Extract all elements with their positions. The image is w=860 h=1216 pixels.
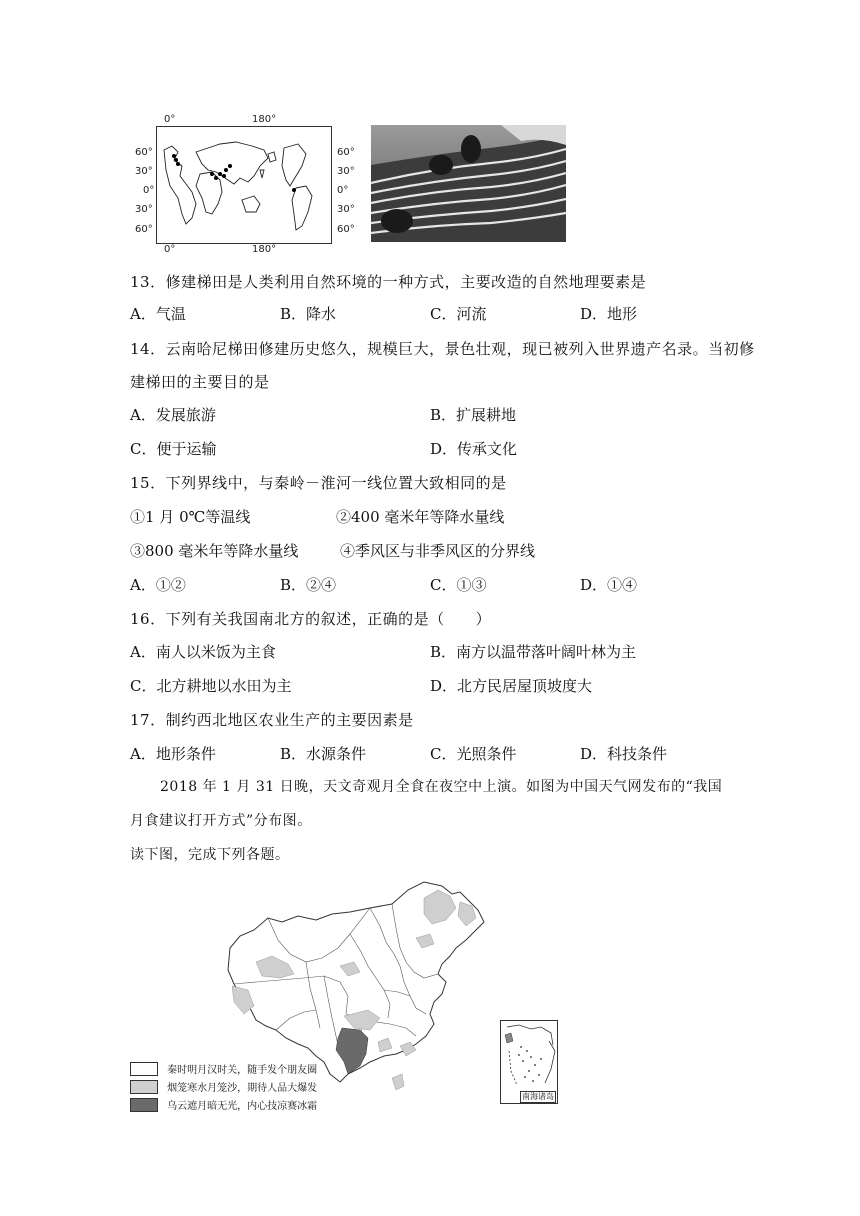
question-15-option-a[interactable]: A．①② [130, 576, 186, 594]
left-label-60n: 60° [135, 147, 153, 158]
china-map-legend [130, 1058, 370, 1110]
legend-swatch-light [130, 1080, 158, 1094]
bottom-label-0: 0° [164, 244, 176, 255]
question-15-stem: 15．下列界线中，与秦岭－淮河一线位置大致相同的是 [130, 474, 507, 492]
question-16-stem: 16．下列有关我国南北方的叙述，正确的是（ ） [130, 610, 492, 628]
question-17-option-c[interactable]: C．光照条件 [430, 745, 517, 763]
south-china-sea-inset [500, 1020, 558, 1104]
question-13-option-a[interactable]: A．气温 [130, 305, 186, 323]
left-label-0: 0° [143, 185, 155, 196]
inset-graphic [501, 1021, 557, 1091]
question-13-option-c[interactable]: C．河流 [430, 305, 487, 323]
world-map-figure [132, 110, 364, 260]
legend-label-2: 烟笼寒水月笼沙，期待人品大爆发 [167, 1083, 318, 1094]
question-13-option-b[interactable]: B．降水 [280, 305, 337, 323]
right-label-60n: 60° [337, 147, 355, 158]
left-label-30n: 30° [135, 166, 153, 177]
question-15-option-d[interactable]: D．①④ [580, 576, 638, 594]
legend-item-3 [130, 1094, 318, 1112]
legend-item-2 [130, 1076, 318, 1094]
question-16-option-b[interactable]: B．南方以温带落叶阔叶林为主 [430, 643, 637, 661]
question-14-stem: 14．云南哈尼梯田修建历史悠久，规模巨大，景色壮观，现已被列入世界遗产名录。当初修 [130, 340, 755, 358]
question-17-stem: 17．制约西北地区农业生产的主要因素是 [130, 711, 414, 729]
question-14-option-c[interactable]: C．便于运输 [130, 440, 217, 458]
question-17-option-b[interactable]: B．水源条件 [280, 745, 367, 763]
right-label-30n: 30° [337, 166, 355, 177]
question-13-option-d[interactable]: D．地形 [580, 305, 638, 323]
question-16-option-d[interactable]: D．北方民居屋顶坡度大 [430, 677, 593, 695]
inset-label: 南海诸岛 [522, 1092, 554, 1101]
passage-line-1: 2018 年 1 月 31 日晚，天文奇观月全食在夜空中上演。如图为中国天气网发布的“我国 [160, 779, 723, 795]
question-14-option-a[interactable]: A．发展旅游 [130, 406, 216, 424]
legend-item-1 [130, 1058, 318, 1076]
question-17-option-a[interactable]: A．地形条件 [130, 745, 216, 763]
legend-label-3: 乌云遮月暗无光，内心技凉赛冰霜 [167, 1101, 318, 1112]
question-14-option-d[interactable]: D．传承文化 [430, 440, 518, 458]
terrace-photo [371, 125, 566, 242]
question-16-option-c[interactable]: C．北方耕地以水田为主 [130, 677, 292, 695]
legend-label-1: 秦时明月汉时关，随手发个朋友圈 [167, 1065, 318, 1076]
legend-swatch-white [130, 1062, 158, 1076]
question-16-option-a[interactable]: A．南人以米饭为主食 [130, 643, 276, 661]
question-15-item-1: ①1 月 0℃等温线 [130, 508, 251, 526]
passage-line-3: 读下图，完成下列各题。 [130, 847, 290, 863]
question-13-stem: 13．修建梯田是人类利用自然环境的一种方式，主要改造的自然地理要素是 [130, 273, 647, 291]
question-14-option-b[interactable]: B．扩展耕地 [430, 406, 517, 424]
top-label-180: 180° [252, 114, 277, 125]
question-15-option-c[interactable]: C．①③ [430, 576, 487, 594]
legend-swatch-dark [130, 1098, 158, 1112]
question-15-item-2: ②400 毫米年等降水量线 [336, 508, 505, 526]
right-label-30s: 30° [337, 204, 355, 215]
left-label-30s: 30° [135, 204, 153, 215]
passage-line-2: 月食建议打开方式”分布图。 [130, 813, 312, 829]
bottom-label-180: 180° [252, 244, 277, 255]
right-label-60s: 60° [337, 224, 355, 235]
right-label-0: 0° [337, 185, 349, 196]
question-14-stem-continued: 建梯田的主要目的是 [130, 373, 270, 391]
question-15-option-b[interactable]: B．②④ [280, 576, 337, 594]
question-15-item-3: ③800 毫米年等降水量线 [130, 542, 299, 560]
world-map-graphic [156, 126, 332, 244]
question-17-option-d[interactable]: D．科技条件 [580, 745, 668, 763]
top-label-0: 0° [164, 114, 176, 125]
left-label-60s: 60° [135, 224, 153, 235]
question-15-item-4: ④季风区与非季风区的分界线 [340, 542, 536, 560]
